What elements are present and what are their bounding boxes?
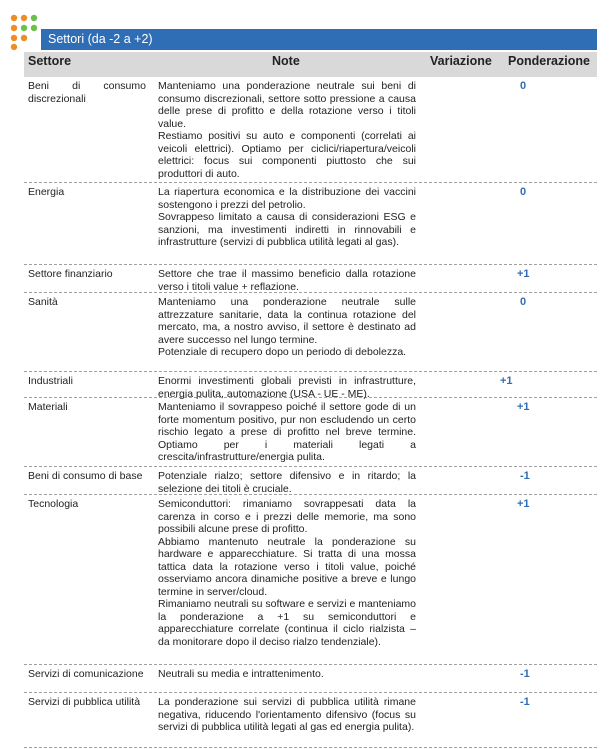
- table-row: [24, 293, 597, 372]
- note-paragraph: Semiconduttori: rimaniamo sovrappesati data la carenza in corso e i prezzi delle memorie, ma sono possibili alcune prese di profitto.: [158, 498, 416, 535]
- weighting-value: +1: [517, 498, 530, 510]
- sector-notes: [158, 268, 416, 293]
- sector-notes: [158, 470, 416, 495]
- weighting-value: 0: [520, 186, 527, 198]
- sector-name: Beni di consumo discrezionali: [28, 80, 146, 105]
- sector-notes: [158, 375, 416, 400]
- note-paragraph: Settore che trae il massimo beneficio dalla rotazione verso i titoli value + reflazione.: [158, 268, 416, 293]
- sector-name: Sanità: [28, 296, 58, 308]
- sector-name: Industriali: [28, 375, 73, 387]
- sector-name: Energia: [28, 186, 65, 198]
- table-row: [24, 77, 597, 183]
- table-row: [24, 693, 597, 748]
- weighting-value: -1: [520, 668, 530, 680]
- weighting-value: +1: [517, 268, 530, 280]
- note-paragraph: Restiamo positivi su auto e componenti (correlati ai veicoli elettrici). Optiamo per ciclici/riapertura/veicoli elettrici: focus sui componenti piuttosto che sui produttori di auto.: [158, 130, 416, 180]
- variation-value: +1: [500, 375, 513, 387]
- table-row: [24, 372, 597, 398]
- sector-name: Settore finanziario: [28, 268, 113, 280]
- column-header-variation: Variazione: [430, 54, 492, 68]
- sector-notes: [158, 696, 416, 734]
- column-header-weighting: Ponderazione: [508, 54, 590, 68]
- sector-notes: [158, 296, 416, 359]
- sector-table: [24, 77, 597, 748]
- weighting-value: 0: [520, 296, 527, 308]
- column-header-notes: Note: [272, 54, 300, 68]
- note-paragraph: Neutrali su media e intrattenimento.: [158, 668, 324, 680]
- sector-notes: [158, 498, 416, 648]
- weighting-value: -1: [520, 696, 530, 708]
- table-row: [24, 398, 597, 467]
- table-title: Settori (da -2 a +2): [41, 29, 597, 50]
- sector-name: Materiali: [28, 401, 68, 413]
- table-row: [24, 495, 597, 665]
- table-row: [24, 467, 597, 495]
- note-paragraph: La ponderazione sui servizi di pubblica utilità rimane negativa, riducendo l'orientamento difensivo (focus su servizi di pubblica utilità legati al gas ed energia pulita).: [158, 696, 416, 733]
- column-header-row: [24, 52, 597, 77]
- note-paragraph: Sovrappeso limitato a causa di considerazioni ESG e sanzioni, ma investimenti indiretti in rinnovabili e infrastrutture (servizi di pubblica utilità legati al gas).: [158, 211, 416, 248]
- sector-name: Servizi di comunicazione: [28, 668, 144, 680]
- sector-notes: [158, 80, 416, 180]
- sector-notes: [158, 668, 416, 681]
- sector-notes: [158, 186, 416, 249]
- weighting-value: 0: [520, 80, 527, 92]
- note-paragraph: Manteniamo una ponderazione neutrale sui beni di consumo discrezionali, settore sotto pressione a causa delle prese di profitto e della rotazione verso i titoli value.: [158, 80, 416, 130]
- note-paragraph: Potenziale di recupero dopo un periodo di debolezza.: [158, 346, 407, 358]
- table-row: [24, 265, 597, 293]
- table-row: [24, 665, 597, 693]
- dot-grid-logo-icon: [9, 12, 39, 50]
- sector-name: Beni di consumo di base: [28, 470, 143, 482]
- table-row: [24, 183, 597, 265]
- note-paragraph: Abbiamo mantenuto neutrale la ponderazione su hardware e apparecchiature. Si tratta di una mossa tattica data la rotazione verso i titoli value, poiché osserviamo ancora dinamiche positive a breve e lungo termine in server/cloud.: [158, 535, 416, 598]
- note-paragraph: Rimaniamo neutrali su software e servizi e manteniamo la ponderazione a +1 su semiconduttori e apparecchiature correlate (continua il ciclo rialzista – da monitorare dopo il deciso rialzo tendenziale).: [158, 598, 416, 648]
- note-paragraph: Enormi investimenti globali previsti in infrastrutture, energia pulita, automazione (USA - UE - ME).: [158, 375, 416, 400]
- sector-name: Tecnologia: [28, 498, 79, 510]
- note-paragraph: Manteniamo una ponderazione neutrale sulle attrezzature sanitarie, data la continua rotazione del mercato, ma, a nostro avviso, il settore è destinato ad avere successo nel lungo termine.: [158, 296, 416, 346]
- note-paragraph: La riapertura economica e la distribuzione dei vaccini sostengono i prezzi del petrolio.: [158, 186, 416, 211]
- sector-notes: [158, 401, 416, 464]
- column-header-sector: Settore: [28, 54, 72, 68]
- note-paragraph: Manteniamo il sovrappeso poiché il settore gode di un forte momentum positivo, pur non escludendo un certo rischio legato a prese di profitto nel breve termine. Optiamo per i materiali legati a crescita/infrastrutture/energia pulita.: [158, 401, 416, 463]
- weighting-value: -1: [520, 470, 530, 482]
- sector-name: Servizi di pubblica utilità: [28, 696, 141, 708]
- note-paragraph: Potenziale rialzo; settore difensivo e in ritardo; la selezione dei titoli è cruciale.: [158, 470, 416, 495]
- weighting-value: +1: [517, 401, 530, 413]
